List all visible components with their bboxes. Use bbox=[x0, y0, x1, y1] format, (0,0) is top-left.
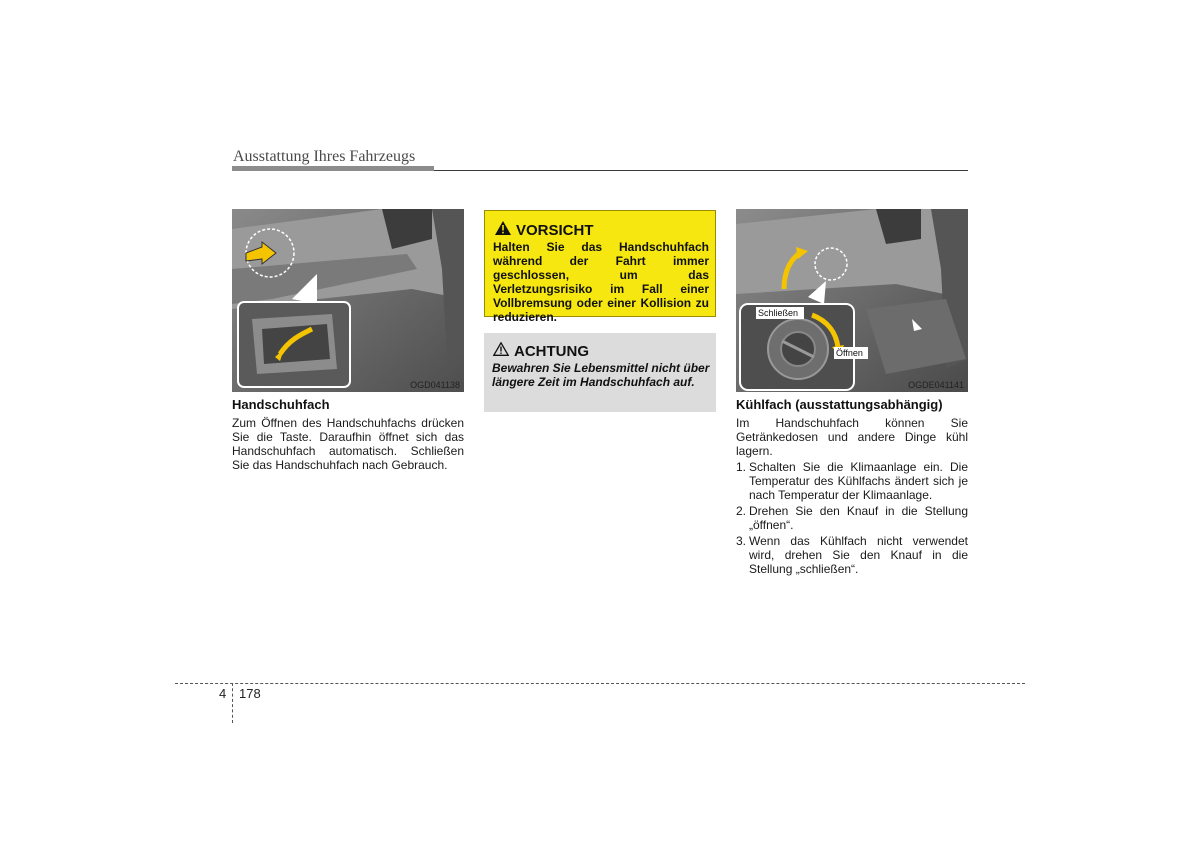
list-item: 3. Wenn das Kühlfach nicht verwendet wird, drehen Sie den Knauf in die Stellung „schließen“. bbox=[736, 534, 968, 576]
header-rule-accent bbox=[232, 166, 434, 171]
caution-text: Halten Sie das Handschuhfach während der Fahrt immer geschlossen, um das Verletzungsrisiko im Fall einer Vollbremsung oder einer Kollision zu reduzieren. bbox=[493, 240, 709, 324]
chapter-number: 4 bbox=[219, 686, 227, 701]
glovebox-illustration bbox=[232, 209, 464, 392]
caution-title: VORSICHT bbox=[516, 222, 594, 239]
label-open: Öffnen bbox=[836, 348, 863, 358]
list-item: 1. Schalten Sie die Klimaanlage ein. Die Temperatur des Kühlfachs ändert sich je nach Temperatur der Klimaanlage. bbox=[736, 460, 968, 502]
image-code: OGDE041141 bbox=[908, 380, 964, 390]
footer-divider bbox=[232, 683, 233, 723]
notice-text: Bewahren Sie Lebensmittel nicht über längere Zeit im Handschuhfach auf. bbox=[492, 361, 710, 389]
glovebox-description: Zum Öffnen des Handschuhfachs drücken Sie die Taste. Daraufhin öffnet sich das Handschuhfach automatisch. Schließen Sie das Handschuhfach nach Gebrauch. bbox=[232, 416, 464, 472]
notice-box bbox=[484, 333, 716, 412]
cooling-steps-list bbox=[736, 460, 968, 578]
page-header-title: Ausstattung Ihres Fahrzeugs bbox=[233, 148, 416, 165]
cooling-description: Im Handschuhfach können Sie Getränkedosen und andere Dinge kühl lagern. bbox=[736, 416, 968, 458]
notice-title: ACHTUNG bbox=[514, 343, 589, 360]
cooling-compartment-photo bbox=[736, 209, 968, 392]
notice-heading bbox=[493, 342, 589, 360]
glovebox-photo bbox=[232, 209, 464, 392]
label-close: Schließen bbox=[758, 308, 799, 318]
caution-heading bbox=[495, 221, 594, 239]
header-rule bbox=[434, 170, 968, 171]
page-number: 178 bbox=[239, 686, 261, 701]
cooling-compartment-illustration bbox=[736, 209, 968, 392]
notice-triangle-icon bbox=[493, 342, 509, 360]
warning-triangle-icon bbox=[495, 221, 511, 239]
section-heading-glovebox: Handschuhfach bbox=[232, 397, 330, 412]
caution-box bbox=[484, 210, 716, 324]
image-code: OGD041138 bbox=[410, 380, 460, 390]
footer-rule bbox=[175, 683, 1025, 684]
list-item: 2. Drehen Sie den Knauf in die Stellung „öffnen“. bbox=[736, 504, 968, 532]
section-heading-cooling: Kühlfach (ausstattungsabhängig) bbox=[736, 397, 943, 412]
